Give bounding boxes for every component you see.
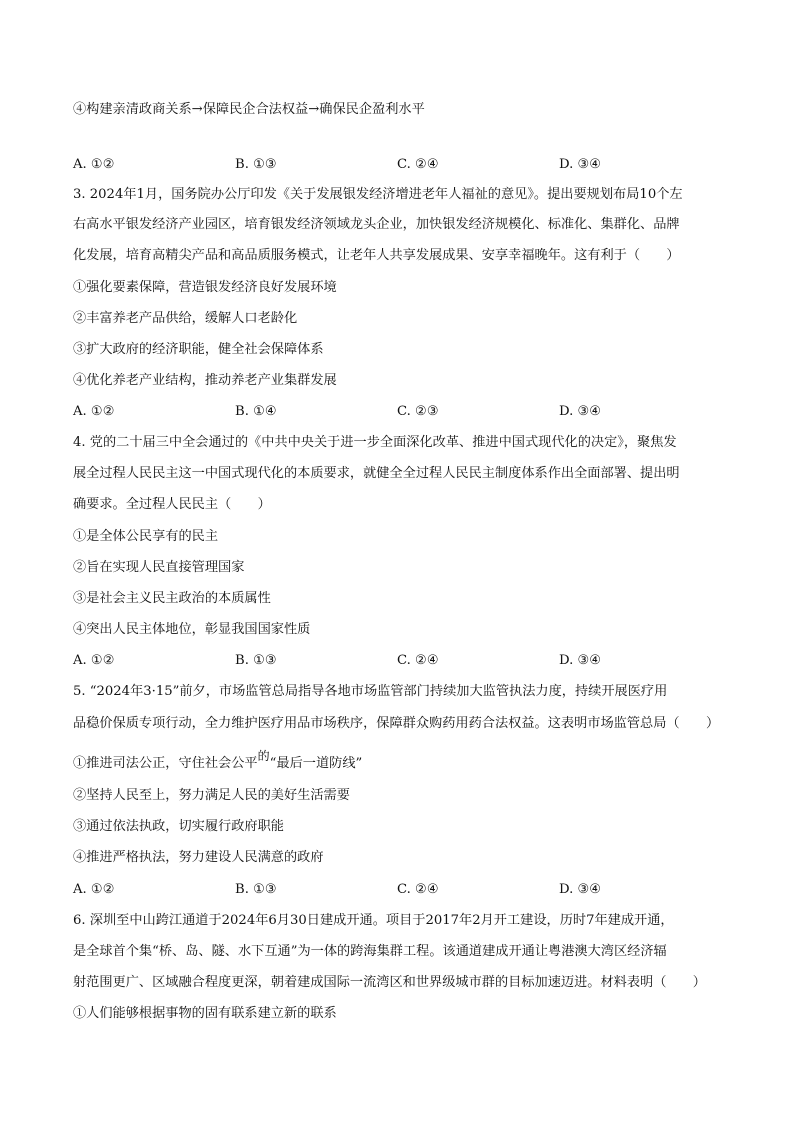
q5-stem-line-2: 品稳价保质专项行动，全力维护医疗用品市场秩序，保障群众购药用药合法权益。这表明市场监管总局（ ）: [73, 716, 720, 731]
q4-stem-line-2: 展全过程人民民主这一中国式现代化的本质要求，就健全全过程人民民主制度体系作出全面部署、提出明: [73, 466, 680, 481]
q4-item-4: ④突出人民主体地位，彰显我国国家性质: [73, 622, 311, 637]
q2-option-c[interactable]: C. ②④: [397, 157, 439, 172]
q5-item-4: ④推进严格执法，努力建设人民满意的政府: [73, 850, 324, 865]
q6-stem-line-1: 6. 深圳至中山跨江通道于2024年6月30日建成开通。项目于2017年2月开工建设，历时7年建成开通，: [73, 913, 674, 928]
q4-stem-line-3: 确要求。全过程人民民主（ ）: [73, 497, 271, 512]
q4-options: [73, 651, 733, 671]
q5-option-a[interactable]: A. ①②: [73, 882, 115, 897]
q2-option-b[interactable]: B. ①③: [235, 157, 277, 172]
q4-item-1: ①是全体公民享有的民主: [73, 529, 219, 544]
q5-item-1-end: “最后一道防线”: [269, 756, 363, 771]
q4-option-c[interactable]: C. ②④: [397, 653, 439, 668]
q2-options: [73, 155, 733, 175]
q3-option-a[interactable]: A. ①②: [73, 404, 115, 419]
q4-option-b[interactable]: B. ①③: [235, 653, 277, 668]
q5-item-1-start: ①推进司法公正，守住社会公平: [73, 756, 258, 771]
q2-option-a[interactable]: A. ①②: [73, 157, 115, 172]
q4-item-3: ③是社会主义民主政治的本质属性: [73, 591, 271, 606]
q6-stem-line-3: 射范围更广、区域融合程度更深，朝着建成国际一流湾区和世界级城市群的目标加速迈进。材料表明（ ）: [73, 975, 706, 990]
q5-option-d[interactable]: D. ③④: [559, 882, 602, 897]
q3-option-c[interactable]: C. ②③: [397, 404, 439, 419]
q5-option-c[interactable]: C. ②④: [397, 882, 439, 897]
q3-option-d[interactable]: D. ③④: [559, 404, 602, 419]
q2-item-4: ④构建亲清政商关系→保障民企合法权益→确保民企盈利水平: [73, 102, 425, 117]
q5-item-3: ③通过依法执政，切实履行政府职能: [73, 819, 284, 834]
q5-item-1-raised-char: 的: [257, 749, 270, 763]
q6-stem-line-2: 是全球首个集“桥、岛、隧、水下互通”为一体的跨海集群工程。该通道建成开通让粤港澳大湾区经济辐: [73, 944, 667, 959]
q4-option-a[interactable]: A. ①②: [73, 653, 115, 668]
q3-item-3: ③扩大政府的经济职能，健全社会保障体系: [73, 342, 324, 357]
q3-item-1: ①强化要素保障，营造银发经济良好发展环境: [73, 280, 337, 295]
q3-stem-line-3: 化发展，培育高精尖产品和高品质服务模式，让老年人共享发展成果、安享幸福晚年。这有利于（ ）: [73, 248, 680, 263]
q2-option-d[interactable]: D. ③④: [559, 157, 602, 172]
q6-item-1: ①人们能够根据事物的固有联系建立新的联系: [73, 1006, 337, 1021]
q5-option-b[interactable]: B. ①③: [235, 882, 277, 897]
q4-stem-line-1: 4. 党的二十届三中全会通过的《中共中央关于进一步全面深化改革、推进中国式现代化的决定》，聚焦发: [73, 435, 677, 450]
q3-stem-line-1: 3. 2024年1月，国务院办公厅印发《关于发展银发经济增进老年人福祉的意见》。提出要规划布局10个左: [73, 187, 683, 202]
q3-item-2: ②丰富养老产品供给，缓解人口老龄化: [73, 311, 298, 326]
q3-option-b[interactable]: B. ①④: [235, 404, 277, 419]
q3-stem-line-2: 右高水平银发经济产业园区，培育银发经济领域龙头企业，加快银发经济规模化、标准化、集群化、品牌: [73, 217, 680, 232]
q4-item-2: ②旨在实现人民直接管理国家: [73, 560, 245, 575]
q3-item-4: ④优化养老产业结构，推动养老产业集群发展: [73, 373, 337, 388]
q4-option-d[interactable]: D. ③④: [559, 653, 602, 668]
q5-stem-line-1: 5. “2024年3·15”前夕，市场监管总局指导各地市场监管部门持续加大监管执法力度，持续开展医疗用: [73, 684, 668, 699]
q5-item-1: [73, 749, 363, 774]
q3-options: [73, 402, 733, 422]
q5-options: [73, 880, 733, 900]
q5-item-2: ②坚持人民至上，努力满足人民的美好生活需要: [73, 788, 350, 803]
